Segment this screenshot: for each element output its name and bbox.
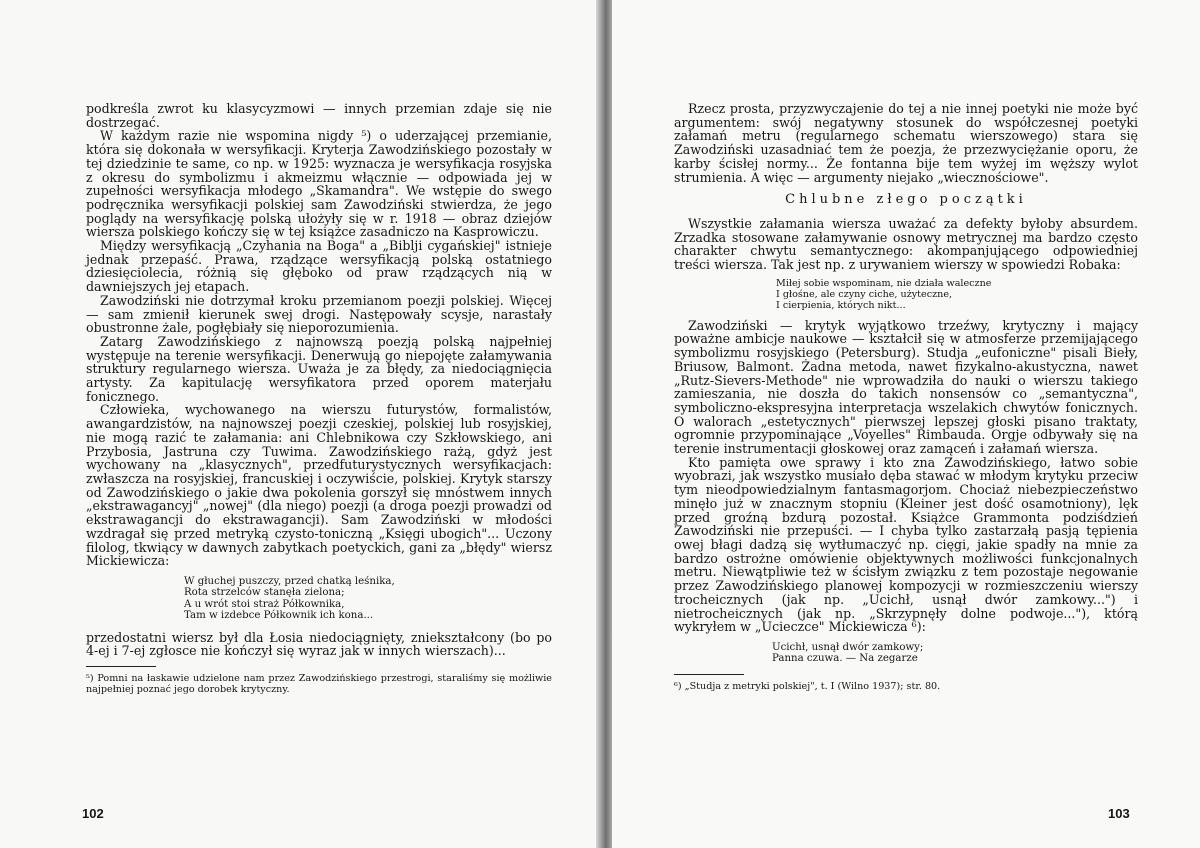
poem-quote [772,642,1138,665]
footnote: ⁵) Pomni na łaskawie udzielone nam przez Zawodzińskiego przestrogi, staraliśmy się możliwie najpełniej poznać jego dorobek krytyczny. [86,672,552,695]
page-number: 103 [1108,806,1130,821]
poem-quote [776,278,1138,311]
paragraph: Między wersyfikacją „Czyhania na Boga" a „Biblji cygańskiej" istnieje jednak przepaść. Prawa, rządzące wersyfikacją polską ostatniego dziesięciolecia, różnią się głęboko od praw rządzących nią w dawniejszych jej etapach. [86,238,552,295]
footnote: ⁶) „Studja z metryki polskiej", t. I (Wilno 1937); str. 80. [674,680,941,692]
poem-line: Tam w izdebce Półkownik ich kona... [184,610,374,622]
poem-line: Rota strzelców stanęła zielona; [184,587,345,599]
poem-line: Ucichł, usnął dwór zamkowy; [772,641,924,653]
paragraph: podkreśla zwrot ku klasycyzmowi — innych przemian zdaje się nie dostrzegać. [86,101,552,130]
poem-quote [184,576,552,622]
paragraph: Rzecz prosta, przyzwyczajenie do tej a nie innej poetyki nie może być argumentem: swój negatywny stosunek do współczesnej poetyki załamań metru (regularnego schematu wierszowego) stara się Zawodziński uzasadniać tem że poezja, że przezwyciężanie oporu, że karby ścisłej normy... Że fontanna bije tem wyżej im węższy wylot strumienia. A więc — argumenty niejako „wiecznościowe". [674,101,1138,185]
poem-line: Panna czuwa. — Na zegarze [772,653,918,665]
footnote-divider [674,674,744,675]
section-heading: Chlubne złego początki [785,192,1027,208]
left-text-column [86,102,552,695]
paragraph: Zatarg Zawodzińskiego z najnowszą poezją polską najpełniej występuje na terenie wersyfikacji. Denerwują go niepojęte załamywania struktury regularnego wiersza. Uważa je za błędy, za niedociągnięcia artysty. Za kapitulację wersyfikatora przed oporem materjału fonicznego. [86,333,552,404]
page-number: 102 [82,806,104,821]
paragraph: Zawodziński — krytyk wyjątkowo trzeźwy, krytyczny i mający poważne ambicje naukowe — kształcił się w atmosferze przemijającego symbolizmu rosyjskiego (Petersburg). Studja „eufoniczne" pisali Bieły, Briusow, Balmont. Żadna metoda, nawet fizykalno-akustyczna, nawet „Rutz-Sievers-Methode" nie wprowadziła do nauki o wierszu takiego zamieszania, nie doszła do takich nonsensów co „semantyczna", symboliczno-ekspresyjna interpretacja wszelakich chwytów fonicznych. O walorach „estetycznych" pierwszej lepszej głoski pisano traktaty, ogromnie przypominające „Voyelles" Rimbauda. Orgje odbywały się na terenie instrumentacji głoskowej oraz zamąceń i załamań wiersza. [674,317,1138,457]
paragraph: Kto pamięta owe sprawy i kto zna Zawodzińskiego, łatwo sobie wyobrazi, jak wszystko musiało dęba stawać w młodym krytyku przeciw tym nieodpowiedzialnym fantasmagorjom. Chociaż niebezpieczeństwo minęło już w znacznym stopniu (Kleiner jest dość osamotniony), lęk przed groźną bzdurą pozostał. Książce Grammonta podziśdzień Zawodziński nie przepuści. — I chyba tylko zastarzałą pasją tępienia owej błagi dadzą się wytłumaczyć np. cięgi, jakie spadły na mnie za bardzo ostrożne omówienie objektywnych możliwości funkcjonalnych metru. Niewątpliwie też w ścisłym związku z tem pozostaje negowanie przez Zawodzińskiego planowej kompozycji w rozmieszczeniu wierszy trocheicznych (jak np. „Ucichł, usnął dwór zamkowy...") i nietrocheicznych (jak np. „Skrzypnęły dolne podwoje..."), którą wykryłem w „Ucieczce" Mickiewicza ⁶): [674,454,1138,635]
paragraph: Wszystkie załamania wiersza uważać za defekty byłoby absurdem. Zrzadka stosowane załamywanie osnowy metrycznej ma bardzo często charakter chwytu semantycznego: akompanjującego odpowiedniej treści wiersza. Tak jest np. z urywaniem wierszy w spowiedzi Robaka: [674,215,1138,273]
poem-line: I cierpienia, których nikt... [776,299,906,311]
poem-line: W głuchej puszczy, przed chatką leśnika, [184,575,395,587]
right-page [612,0,1200,848]
poem-line: A u wrót stoi straż Półkownika, [184,598,345,610]
footnote-divider [86,666,156,667]
paragraph: W każdym razie nie wspomina nigdy ⁵) o uderzającej przemianie, która się dokonała w wersyfikacji. Kryterja Zawodzińskiego pozostały w tej dziedzinie te same, co np. w 1925: wyznacza je wersyfikacja rosyjska z okresu do symbolizmu i akmeizmu włącznie — odpowiada jej w zupełności wersyfikacja młodego „Skamandra". We wstępie do swego podręcznika wersyfikacji polskiej sam Zawodziński stwierdza, że jego poglądy na wersyfikację polską ułożyły się w r. 1918 — obraz dziejów wiersza polskiego kończy się w tej książce zasadniczo na Kasprowiczu. [86,128,552,240]
paragraph: przedostatni wiersz był dla Łosia niedociągnięty, zniekształcony (bo po 4-ej i 7-ej zgłosce nie kończył się wyraz jak w innych wierszach)... [86,629,552,659]
paragraph: Człowieka, wychowanego na wierszu futurystów, formalistów, awangardzistów, na najnowszej poezji czeskiej, polskiej lub rosyjskiej, nie mogą razić te załamania: ani Chlebnikowa czy Szkłowskiego, ani Przybosia, Jastruna czy Tuwima. Zawodzińskiego rażą, gdyż jest wychowany na „klasycznych", przedfuturystycznych wersyfikacjach: zwłaszcza na rosyjskiej, francuskiej i oczywiście, polskiej. Krytyk starszy od Zawodzińskiego o jakie dwa pokolenia gorszył się mnóstwem innych „ekstrawagancyj" „nowej" (dla niego) poezji (a droga poezji prowadzi od ekstrawagancji do ekstrawagancji). Sam Zawodziński w młodości wzdragał się przed metryką czysto-toniczną „Księgi ubogich"... Uczony filolog, tkwiący w dawnych zabytkach poetyckich, gani za „błędy" wiersz Mickiewicza: [86,402,552,569]
poem-line: Miłej sobie wspominam, nie działa waleczne [776,277,992,289]
paragraph: Zawodziński nie dotrzymał kroku przemianom poezji polskiej. Więcej — sam zmienił kierunek swej drogi. Następowały scysje, narastały obustronne żale, pogłębiały się nieporozumienia. [86,292,552,336]
right-text-column [674,102,1138,692]
poem-line: I głośne, ale czyny ciche, użyteczne, [776,288,953,300]
left-page [0,0,598,848]
